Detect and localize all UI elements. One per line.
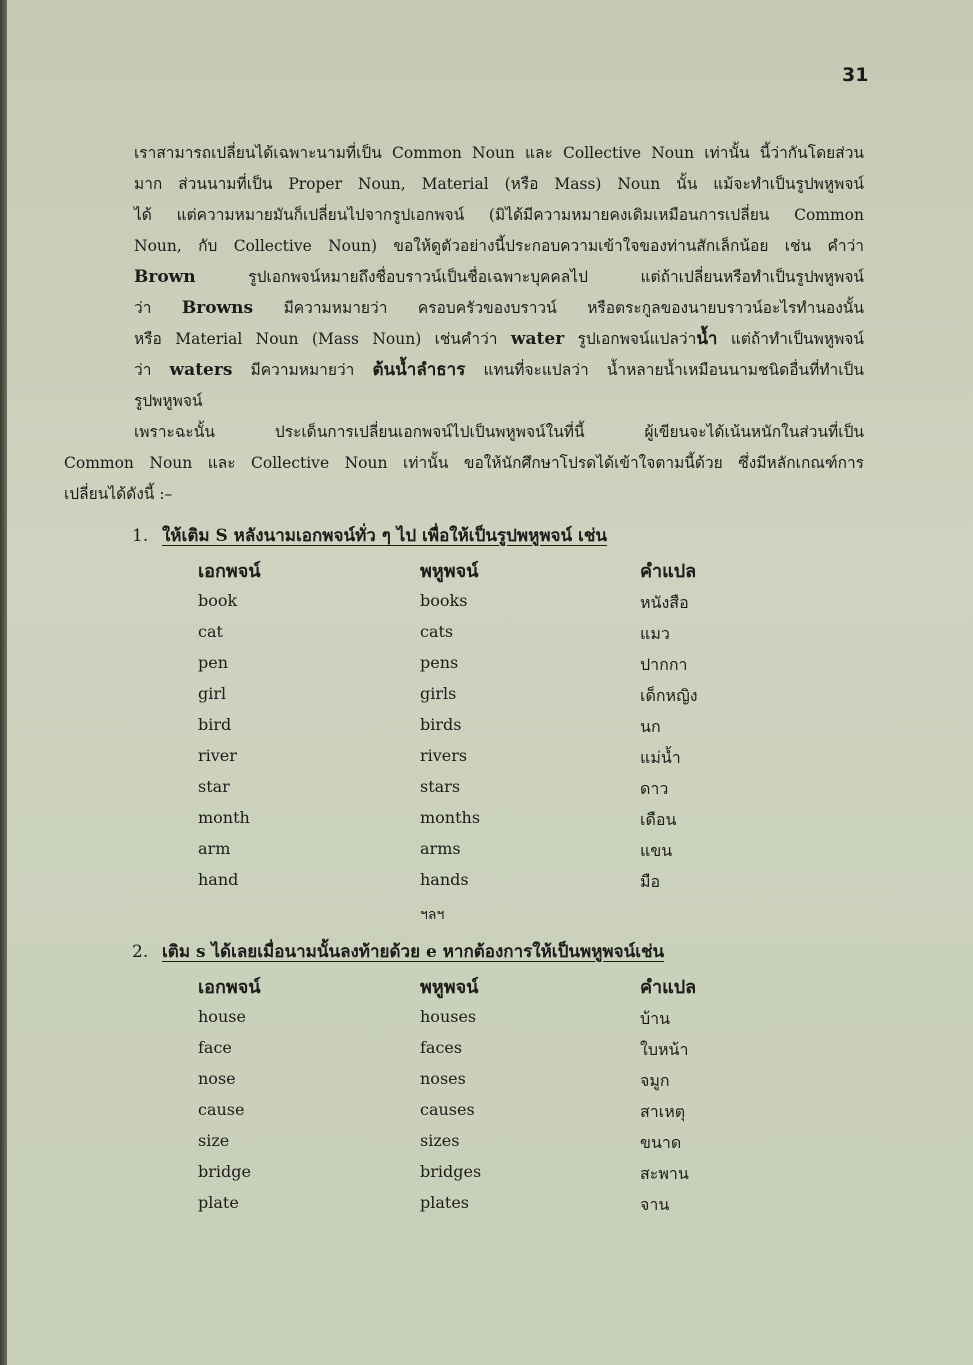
- intro-line-9: รูปพหูพจน์: [134, 392, 203, 410]
- section-1-heading: [132, 522, 607, 549]
- word-brown: Brown: [134, 267, 196, 287]
- table-row: book books หนังสือ: [198, 591, 689, 612]
- intro-line-1: เราสามารถเปลี่ยนได้เฉพาะนามที่เป็น Common Noun และ Collective Noun เท่านั้น นี้ว่ากันโดยส่วน: [134, 144, 864, 162]
- table-row: face faces ใบหน้า: [198, 1038, 689, 1059]
- table-row: hand hands มือ: [198, 870, 661, 891]
- section-1-title: ให้เติม S หลังนามเอกพจน์ทั่ว ๆ ไป เพื่อให้เป็นรูปพหูพจน์ เช่น: [162, 526, 608, 546]
- para2-line-3: เปลี่ยนได้ดังนี้ :–: [64, 485, 173, 503]
- page-spine-edge: [0, 0, 7, 1365]
- table-row: bridge bridges สะพาน: [198, 1162, 689, 1183]
- table-row: bird birds นก: [198, 715, 661, 736]
- intro-line-8: ว่า waters มีความหมายว่า ต้นน้ำลำธาร แทนที่จะแปลว่า น้ำหลายน้ำเหมือนนามชนิดอื่นที่ทำเป็น: [134, 360, 864, 380]
- table-row: river rivers แม่น้ำ: [198, 746, 681, 767]
- word-nam: น้ำ: [696, 329, 718, 349]
- table-row: nose noses จมูก: [198, 1069, 670, 1090]
- intro-line-6: ว่า Browns มีความหมายว่า ครอบครัวของบราวน์ หรือตระกูลของนายบราวน์อะไรทำนองนั้น: [134, 298, 865, 318]
- section-2-heading: [132, 938, 664, 965]
- table-row: arm arms แขน: [198, 839, 673, 860]
- word-water: water: [510, 329, 565, 349]
- page-number: 31: [842, 64, 869, 86]
- table-row: cat cats แมว: [198, 622, 670, 643]
- table-header: เอกพจน์ พหูพจน์ คำแปล: [198, 977, 697, 998]
- word-browns: Browns: [181, 298, 254, 318]
- para2-line-1: เพราะฉะนั้น ประเด็นการเปลี่ยนเอกพจน์ไปเป็นพหูพจน์ในที่นี้ ผู้เขียนจะได้เน้นหนักในส่วนที่เป็น: [134, 423, 864, 441]
- intro-line-2: มาก ส่วนนามที่เป็น Proper Noun, Material (หรือ Mass) Noun นั้น แม้จะทำเป็นรูปพหูพจน์: [134, 175, 864, 193]
- para2-line-2: Common Noun และ Collective Noun เท่านั้น ขอให้นักศึกษาโปรดได้เข้าใจตามนี้ด้วย ซึ่งมีหลักเกณฑ์การ: [64, 454, 864, 472]
- table-row: plate plates จาน: [198, 1193, 670, 1214]
- table-header: เอกพจน์ พหูพจน์ คำแปล: [198, 561, 697, 582]
- table-row: pen pens ปากกา: [198, 653, 688, 674]
- section-2-number: 2.: [132, 942, 149, 962]
- section-1-table: [198, 556, 758, 901]
- section-2-title: เติม s ได้เลยเมื่อนามนั้นลงท้ายด้วย e หากต้องการให้เป็นพหูพจน์เช่น: [162, 942, 665, 962]
- table-row: star stars ดาว: [198, 777, 669, 798]
- table-row: cause causes สาเหตุ: [198, 1100, 686, 1121]
- intro-line-3: ได้ แต่ความหมายมันก็เปลี่ยนไปจากรูปเอกพจน์ (มิได้มีความหมายคงเดิมเหมือนการเปลี่ยน Common: [134, 206, 864, 224]
- intro-line-5: Brown รูปเอกพจน์หมายถึงชื่อบราวน์เป็นชื่อเฉพาะบุคคลไป แต่ถ้าเปลี่ยนหรือทำเป็นรูปพหูพจน์: [134, 267, 864, 287]
- table-row: size sizes ขนาด: [198, 1131, 682, 1152]
- section-2-table: [198, 972, 758, 1224]
- intro-line-4: Noun, กับ Collective Noun) ขอให้ดูตัวอย่างนี้ประกอบความเข้าใจของท่านสักเล็กน้อย เช่น คำว่า: [134, 237, 864, 255]
- table-row: girl girls เด็กหญิง: [198, 684, 698, 705]
- etcetera-mark: ฯลฯ: [420, 907, 445, 923]
- intro-paragraph: [64, 138, 864, 510]
- table-row: month months เดือน: [198, 808, 677, 829]
- word-ton-nam-lam-than: ต้นน้ำลำธาร: [372, 360, 466, 380]
- word-waters: waters: [169, 360, 233, 380]
- table-row: house houses บ้าน: [198, 1007, 671, 1028]
- intro-line-7: หรือ Material Noun (Mass Noun) เช่นคำว่า water รูปเอกพจน์แปลว่าน้ำ แต่ถ้าทำเป็นพหูพจน์: [134, 329, 864, 349]
- section-1-number: 1.: [132, 526, 149, 546]
